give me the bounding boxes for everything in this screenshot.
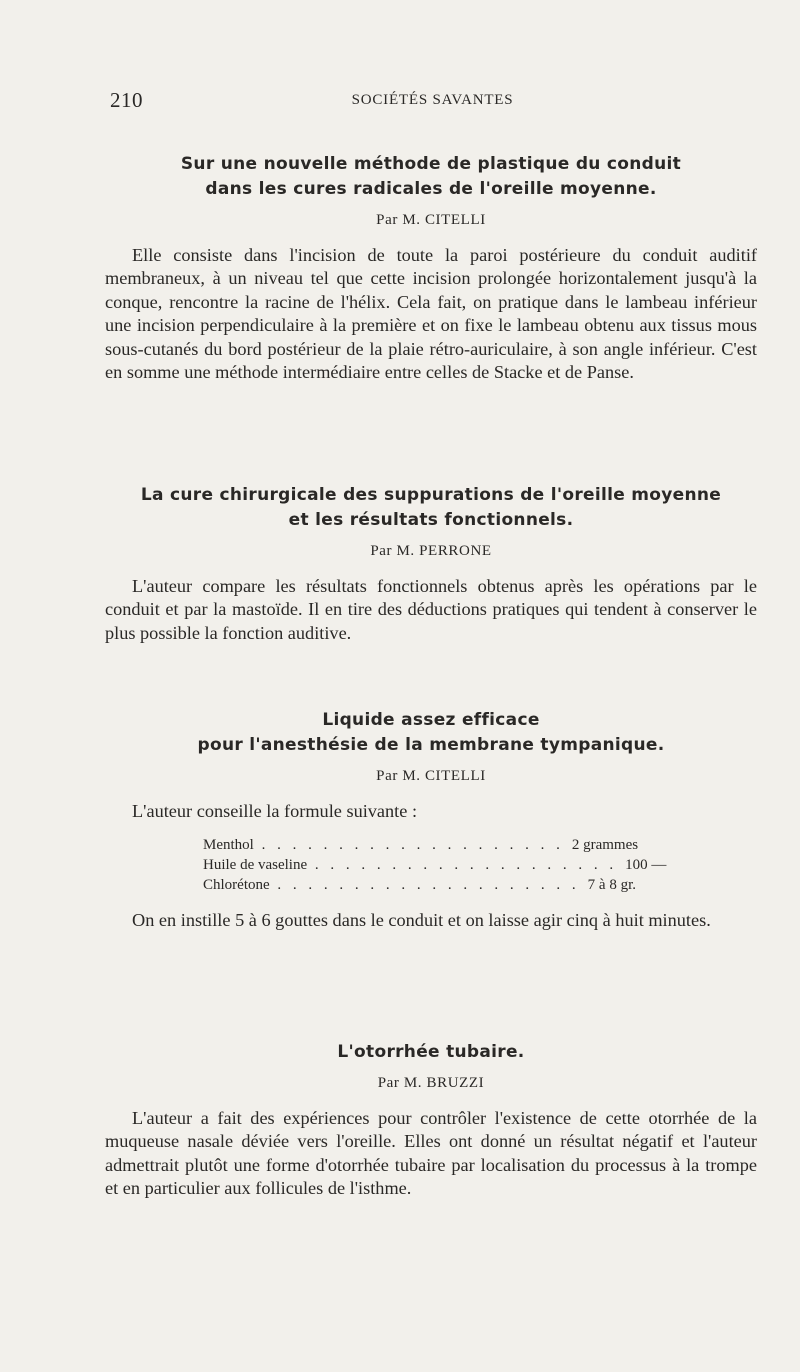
title-line: L'otorrhée tubaire. [337,1042,525,1062]
recipe-row [203,835,663,855]
article-plastique-conduit [105,152,757,384]
article-title [105,483,757,533]
article-title [105,152,757,202]
title-line: pour l'anesthésie de la membrane tympanique. [197,735,665,755]
article-paragraph: L'auteur compare les résultats fonctionnels obtenus après les opérations par le conduit et par la mastoïde. Il en tire des déductions pratiques qui tendent à conserver le plus possible la fonction auditive. [105,576,757,643]
ingredient-name: Menthol [203,837,254,854]
article-author: Par M. PERRONE [370,543,492,559]
ingredient-name: Huile de vaseline [203,857,308,874]
leader-dots: . . . . . . . . . . . . . . . . . . . . [307,857,618,874]
ingredient-name: Chlorétone [203,877,270,894]
ingredient-quantity: 7 à 8 gr. [587,877,636,894]
article-paragraph: L'auteur a fait des expériences pour contrôler l'existence de cette otorrhée de la muqueuse nasale déviée vers l'oreille. Elles ont donné un résultat négatif et l'auteur admettrait plutôt une forme d'otorrhée tubaire par localisation du processus à la trompe et en particulier aux follicules de l'isthme. [105,1108,757,1199]
title-line: et les résultats fonctionnels. [288,510,574,530]
article-liquide-anesthesie [105,708,757,933]
title-line: Sur une nouvelle méthode de plastique du conduit [180,154,682,174]
article-author: Par M. BRUZZI [377,1075,485,1091]
article-paragraph: Elle consiste dans l'incision de toute la paroi postérieure du conduit auditif membraneux, à un niveau tel que cette incision prolongée horizontalement jusqu'à la conque, rencontre la racine de l'hélix. Cela fait, on pratique dans le lambeau inférieur une incision perpendiculaire à la première et on fixe le lambeau obtenu aux tissus mous sous-cutanés du bord postérieur de la plaie rétro-auriculaire, à son angle inférieur. C'est en somme une méthode intermédiaire entre celles de Stacke et de Panse. [105,245,757,383]
page-number: 210 [110,88,143,112]
title-line: La cure chirurgicale des suppurations de l'oreille moyenne [140,485,722,505]
title-line: Liquide assez efficace [322,710,540,730]
recipe-intro: L'auteur conseille la formule suivante : [132,801,418,821]
article-title [105,1040,757,1065]
running-head [110,88,755,112]
article-title [105,708,757,758]
recipe-row [203,855,667,875]
article-paragraph: On en instille 5 à 6 gouttes dans le conduit et on laisse agir cinq à huit minutes. [132,910,711,931]
recipe-table [203,835,667,895]
article-otorrhee-tubaire [105,1040,757,1201]
ingredient-quantity: 2 grammes [571,837,639,854]
leader-dots: . . . . . . . . . . . . . . . . . . . . [253,837,564,854]
article-author: Par M. CITELLI [376,768,486,784]
article-cure-chirurgicale [105,483,757,645]
journal-name: SOCIÉTÉS SAVANTES [351,92,514,108]
leader-dots: . . . . . . . . . . . . . . . . . . . . [269,877,580,894]
title-line: dans les cures radicales de l'oreille moyenne. [205,179,657,199]
recipe-row [203,875,663,895]
article-author: Par M. CITELLI [376,212,486,228]
ingredient-quantity: 100 — [625,857,667,874]
